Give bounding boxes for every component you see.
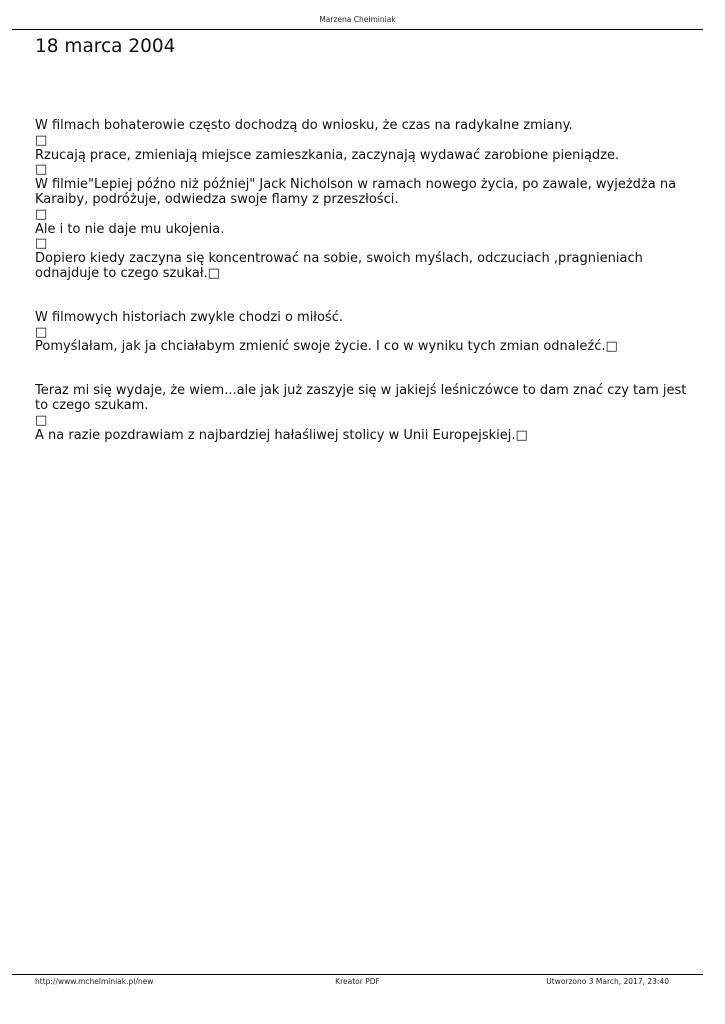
- header-author: Marzena Chełminiak: [319, 15, 396, 24]
- page-footer: [12, 974, 703, 989]
- paragraph-gap: [35, 355, 695, 384]
- paragraph-marker: □: [35, 236, 48, 252]
- paragraph-marker: □: [35, 132, 48, 148]
- paragraph-gap: [35, 282, 695, 311]
- footer-url: http://www.mchelminiak.pl/new: [35, 977, 154, 986]
- page-title: 18 marca 2004: [35, 36, 176, 57]
- article-body: [35, 119, 695, 443]
- paragraph-marker: □: [35, 324, 48, 340]
- paragraph: W filmie"Lepiej późno niż później" Jack Nicholson w ramach nowego życia, po zawale, wyjeżdża na Karaiby, podróżuje, odwiedza swoje flamy z przeszłości.: [35, 177, 677, 207]
- paragraph: Ale i to nie daje mu ukojenia.: [35, 221, 225, 237]
- footer-creator: Kreator PDF: [335, 977, 380, 986]
- paragraph: W filmach bohaterowie często dochodzą do wniosku, że czas na radykalne zmiany.: [35, 118, 573, 133]
- paragraph: A na razie pozdrawiam z najbardziej hałaśliwej stolicy w Unii Europejskiej.□: [35, 427, 528, 443]
- paragraph: Pomyślałam, jak ja chciałabym zmienić swoje życie. I co w wyniku tych zmian odnaleźć.□: [35, 339, 618, 355]
- paragraph: Dopiero kiedy zaczyna się koncentrować na sobie, swoich myślach, odczuciach ,pragnieniach odnajduje to czego szukał.□: [35, 251, 643, 281]
- paragraph-marker: □: [35, 206, 48, 222]
- paragraph: Teraz mi się wydaje, że wiem...ale jak już zaszyje się w jakiejś leśniczówce to dam znać czy tam jest to czego szukam.: [35, 383, 687, 413]
- page-header: [12, 0, 703, 30]
- paragraph: W filmowych historiach zwykle chodzi o miłość.: [35, 309, 344, 325]
- paragraph-marker: □: [35, 162, 48, 178]
- paragraph-marker: □: [35, 412, 48, 428]
- footer-created-date: Utworzono 3 March, 2017, 23:40: [546, 977, 669, 986]
- paragraph: Rzucają prace, zmieniają miejsce zamieszkania, zaczynają wydawać zarobione pieniądze.: [35, 147, 620, 163]
